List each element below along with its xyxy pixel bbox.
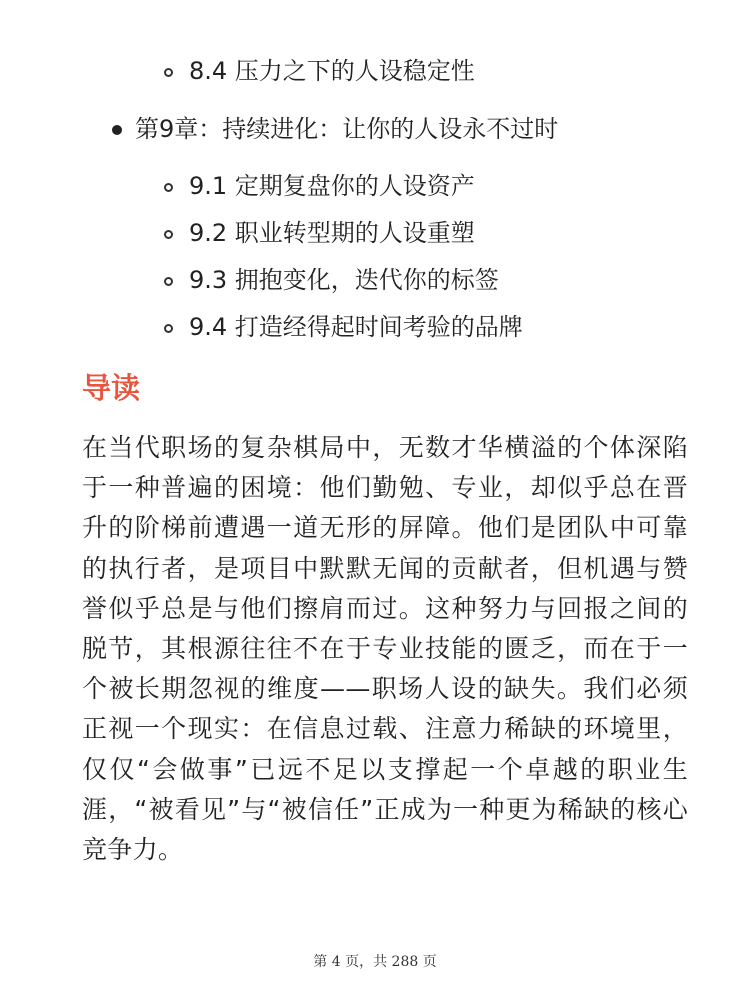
toc-item[interactable]: 9.3 拥抱变化，迭代你的标签	[189, 266, 499, 294]
toc-chapter[interactable]: 第9章：持续进化：让你的人设永不过时	[135, 115, 559, 143]
filled-bullet-icon	[112, 125, 122, 135]
page-footer: 第 4 页，共 288 页	[313, 954, 437, 970]
hollow-bullet-icon	[164, 68, 173, 77]
section-heading: 导读	[82, 371, 141, 405]
hollow-bullet-icon	[164, 324, 173, 333]
toc-item[interactable]: 9.2 职业转型期的人设重塑	[189, 219, 475, 247]
toc-item[interactable]: 8.4 压力之下的人设稳定性	[189, 57, 475, 85]
hollow-bullet-icon	[164, 277, 173, 286]
toc-item[interactable]: 9.4 打造经得起时间考验的品牌	[189, 313, 523, 341]
body-paragraph: 在当代职场的复杂棋局中，无数才华横溢的个体深陷于一种普遍的困境：他们勤勉、专业，却似乎总在晋升的阶梯前遭遇一道无形的屏障。他们是团队中可靠的执行者，是项目中默默无闻的贡献者，但机遇与赞誉似乎总是与他们擦肩而过。这种努力与回报之间的脱节，其根源往往不在于专业技能的匮乏，而在于一个被长期忽视的维度——职场人设的缺失。我们必须正视一个现实：在信息过载、注意力稀缺的环境里，仅仅“会做事”已远不足以支撑起一个卓越的职业生涯，“被看见”与“被信任”正成为一种更为稀缺的核心竞争力。	[82, 433, 688, 865]
toc-item[interactable]: 9.1 定期复盘你的人设资产	[189, 172, 475, 200]
hollow-bullet-icon	[164, 230, 173, 239]
hollow-bullet-icon	[164, 183, 173, 192]
